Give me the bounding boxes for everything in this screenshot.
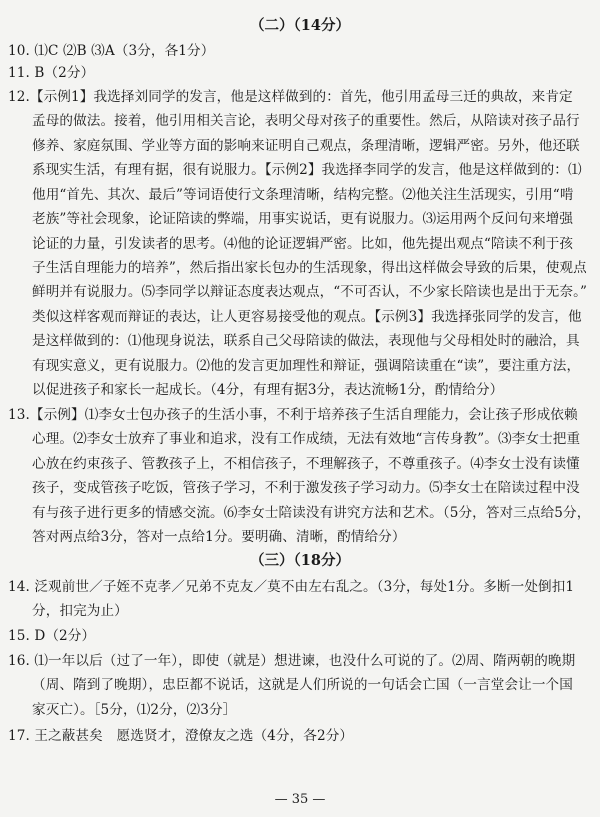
answer-line: 15. D（2分） <box>8 628 96 644</box>
answer-line: 是这样做到的：⑴他现身说法，联系自己父母陪读的做法，表现他与父母相处时的融洽，具 <box>32 333 580 349</box>
answer-line: 10. ⑴C ⑵B ⑶A（3分，各1分） <box>8 43 215 59</box>
answer-line: 14. 泛观前世／子姪不克孝／兄弟不克友／莫不由左右乱之。（3分，每处1分。多断一处倒扣1 <box>8 579 575 595</box>
answer-line: 论证的力量，引发读者的思考。⑷他的论证逻辑严密。比如，他先提出观点“陪读不利于孩 <box>32 236 574 252</box>
answer-line: 以促进孩子和家长一起成长。（4分，有理有据3分，表达流畅1分，酌情给分） <box>32 382 504 398</box>
answer-line: 11. B（2分） <box>8 65 95 81</box>
answer-line: 老族”等社会现象，论证陪读的弊端，用事实说话，更有说服力。⑶运用两个反问句来增强 <box>32 211 574 227</box>
section-heading-3: （三）（18分） <box>250 552 350 569</box>
answer-line: 17. 王之蔽甚矣 愿选贤才，澄僚友之选（4分，各2分） <box>8 728 354 744</box>
answer-line: 他用“首先、其次、最后”等词语使行文条理清晰，结构完整。⑵他关注生活现实，引用“啃 <box>32 187 574 203</box>
answer-line: 类似这样客观而辩证的表达，让人更容易接受他的观点。【示例3】我选择张同学的发言，他 <box>32 309 582 325</box>
answer-line: 有与孩子进行更多的情感交流。⑹李女士陪读没有讲究方法和艺术。（5分，答对三点给5分， <box>32 505 591 521</box>
answer-line: 子生活自理能力的培养”，然后指出家长包办的生活现象，得出这样做会导致的后果，使观点 <box>32 260 587 276</box>
answer-line: 13.【示例】⑴李女士包办孩子的生活小事，不利于培养孩子生活自理能力，会让孩子形成依赖 <box>8 407 578 423</box>
answer-line: 心放在约束孩子、管教孩子上，不相信孩子，不理解孩子，不尊重孩子。⑷李女士没有读懂 <box>32 456 580 472</box>
answer-line: 鲜明并有说服力。⑸李同学以辩证态度表达观点，“不可否认，不少家长陪读也是出于无奈。” <box>32 284 588 300</box>
answer-line: 16. ⑴一年以后（过了一年），即使（就是）想进谏，也没什么可说的了。⑵周、隋两朝的晚期 <box>8 653 576 669</box>
page-number: — 35 — <box>274 792 326 807</box>
answer-line: （周、隋到了晚期），忠臣都不说话，这就是人们所说的一句话会亡国（一言堂会让一个国 <box>32 677 573 693</box>
answer-line: 12.【示例1】我选择刘同学的发言，他是这样做到的：首先，他引用孟母三迁的典故，来肯定 <box>8 89 573 105</box>
answer-line: 系现实生活，有理有据，很有说服力。【示例2】我选择李同学的发言，他是这样做到的：⑴ <box>32 162 582 178</box>
answer-line: 心理。⑵李女士放弃了事业和追求，没有工作成绩，无法有效地“言传身教”。⑶李女士把重 <box>32 431 581 447</box>
answer-line: 孩子，变成管孩子吃饭，管孩子学习，不利于激发孩子学习动力。⑸李女士在陪读过程中没 <box>32 480 580 496</box>
answer-line: 分，扣完为止） <box>32 603 128 619</box>
answer-line: 孟母的做法。接着，他引用相关言论，表明父母对孩子的重要性。然后，从陪读对孩子品行 <box>32 113 580 129</box>
answer-line: 有现实意义，更有说服力。⑵他的发言更加理性和辩证，强调陪读重在“读”，要注重方法， <box>32 358 581 374</box>
answer-line: 修养、家庭氛围、学业等方面的影响来证明自己观点，条理清晰，逻辑严密。另外，他还联 <box>32 138 580 154</box>
answer-line: 家灭亡）。［5分，⑴2分，⑵3分］ <box>32 702 237 718</box>
answer-line: 答对两点给3分，答对一点给1分。要明确、清晰，酌情给分） <box>32 529 406 545</box>
section-heading-2: （二）（14分） <box>250 17 350 34</box>
